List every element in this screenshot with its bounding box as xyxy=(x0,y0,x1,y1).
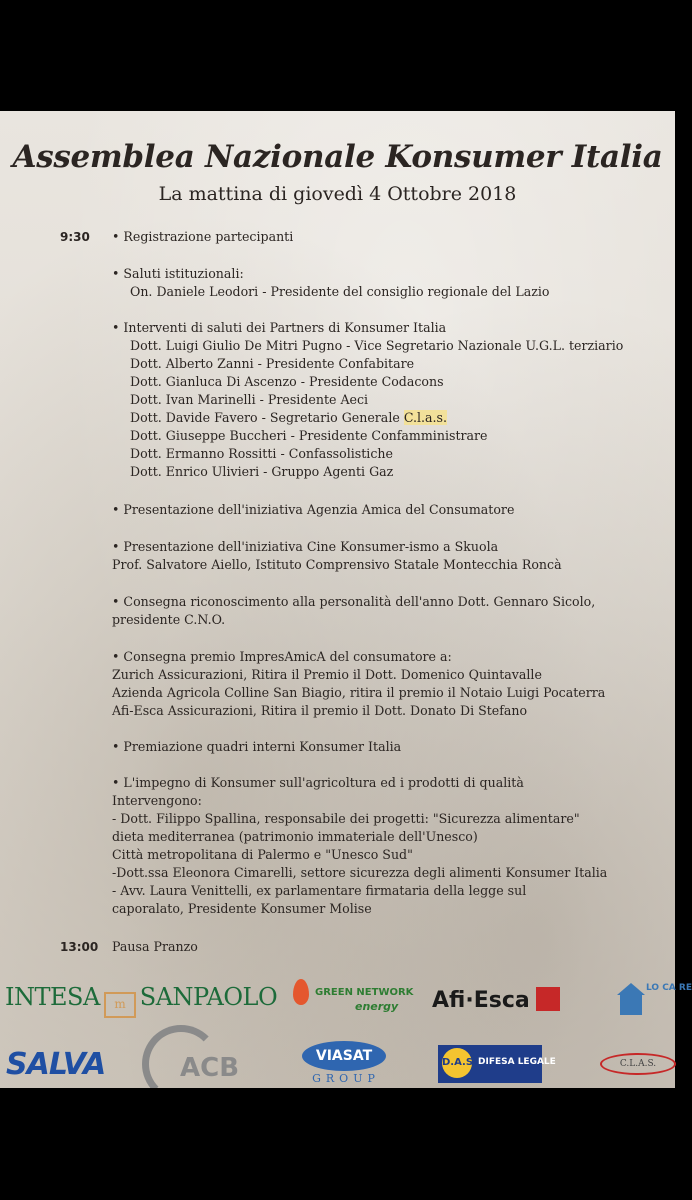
green-network-text: GREEN NETWORK xyxy=(315,987,414,998)
highlighted-text: C.l.a.s. xyxy=(403,410,448,425)
das-text: DIFESA LEGALE xyxy=(478,1057,556,1067)
afi-esca-text: Afi·Esca xyxy=(432,988,530,1013)
agenda-line: • Registrazione partecipanti xyxy=(112,229,294,244)
clas-logo xyxy=(600,1053,675,1077)
agenda-line: • Interventi di saluti dei Partners di Konsumer Italia xyxy=(112,320,447,335)
agenda-line xyxy=(130,410,447,426)
energy-text: energy xyxy=(355,1000,399,1013)
agenda-line: presidente C.N.O. xyxy=(112,612,226,627)
agenda-line: • Consegna premio ImpresAmicA del consumatore a: xyxy=(112,649,452,664)
house-icon xyxy=(620,993,642,1015)
agenda-line: Dott. Luigi Giulio De Mitri Pugno - Vice Segretario Nazionale U.G.L. terziario xyxy=(130,338,624,353)
viasat-text: VIASAT xyxy=(302,1041,386,1071)
agenda-line: Dott. Alberto Zanni - Presidente Confabitare xyxy=(130,356,415,371)
viasat-logo xyxy=(296,1039,392,1085)
agenda-line: Dott. Giuseppe Buccheri - Presidente Confamministrare xyxy=(130,428,488,443)
agenda-text: Dott. Davide Favero - Segretario Generale xyxy=(130,410,404,425)
agenda-line: Prof. Salvatore Aiello, Istituto Comprensivo Statale Montecchia Roncà xyxy=(112,557,562,572)
agenda-line: • Presentazione dell'iniziativa Cine Konsumer-ismo a Skuola xyxy=(112,539,499,554)
agenda-line: Azienda Agricola Colline San Biagio, ritira il premio il Notaio Luigi Pocaterra xyxy=(112,685,606,700)
agenda-line: Zurich Assicurazioni, Ritira il Premio il Dott. Domenico Quintavalle xyxy=(112,667,542,682)
viasat-group-text: GROUP xyxy=(312,1072,380,1085)
agenda-line: On. Daniele Leodori - Presidente del consiglio regionale del Lazio xyxy=(130,284,550,299)
agenda-line: Città metropolitana di Palermo e "Unesco Sud" xyxy=(112,847,413,862)
agenda-line: Dott. Enrico Ulivieri - Gruppo Agenti Gaz xyxy=(130,464,394,479)
agenda-line: • Premiazione quadri interni Konsumer Italia xyxy=(112,739,402,754)
agenda-line: Pausa Pranzo xyxy=(112,939,198,954)
locare-text: LO CA RE xyxy=(646,983,692,993)
das-circle-icon: D.A.S. xyxy=(442,1048,472,1078)
acb-text: ACB xyxy=(180,1053,240,1083)
agenda-line: dieta mediterranea (patrimonio immateriale dell'Unesco) xyxy=(112,829,478,844)
agenda-line: Intervengono: xyxy=(112,793,202,808)
agenda-line: • Saluti istituzionali: xyxy=(112,266,244,281)
clas-text: C.L.A.S. xyxy=(600,1053,676,1075)
time-start: 9:30 xyxy=(60,230,90,244)
agenda-line: caporalato, Presidente Konsumer Molise xyxy=(112,901,372,916)
agenda-line: Dott. Gianluca Di Ascenzo - Presidente Codacons xyxy=(130,374,444,389)
afi-esca-logo xyxy=(432,987,560,1013)
time-lunch: 13:00 xyxy=(60,940,99,954)
sanpaolo-text: SANPAOLO xyxy=(139,983,278,1011)
agenda-line: Dott. Ermanno Rossitti - Confassolistiche xyxy=(130,446,393,461)
poster-title: Assemblea Nazionale Konsumer Italia xyxy=(12,139,663,175)
agenda-line: • L'impegno di Konsumer sull'agricoltura ed i prodotti di qualità xyxy=(112,775,524,790)
intesa-text: INTESA xyxy=(5,983,100,1011)
agenda-line: • Presentazione dell'iniziativa Agenzia Amica del Consumatore xyxy=(112,502,515,517)
afi-esca-mark-icon xyxy=(536,987,560,1011)
das-logo xyxy=(438,1045,556,1083)
agenda-line: Afi-Esca Assicurazioni, Ritira il premio il Dott. Donato Di Stefano xyxy=(112,703,528,718)
locare-logo xyxy=(620,979,692,1031)
intesa-sanpaolo-logo xyxy=(5,983,277,1018)
top-black-bar xyxy=(0,0,675,111)
agenda-line: • Consegna riconoscimento alla personalità dell'anno Dott. Gennaro Sicolo, xyxy=(112,594,596,609)
agenda-line: - Dott. Filippo Spallina, responsabile dei progetti: "Sicurezza alimentare" xyxy=(112,811,580,826)
flame-icon xyxy=(293,979,309,1005)
acb-logo xyxy=(142,1025,242,1085)
agenda-line: - Avv. Laura Venittelli, ex parlamentare firmataria della legge sul xyxy=(112,883,527,898)
event-poster xyxy=(0,111,692,1088)
salva-logo: SALVA xyxy=(6,1047,106,1082)
agenda-line: Dott. Ivan Marinelli - Presidente Aeci xyxy=(130,392,369,407)
agenda-line: -Dott.ssa Eleonora Cimarelli, settore sicurezza degli alimenti Konsumer Italia xyxy=(112,865,608,880)
green-network-logo xyxy=(285,969,415,1024)
bottom-black-bar xyxy=(0,1088,675,1200)
intesa-mark-icon: m xyxy=(104,992,136,1018)
poster-subtitle: La mattina di giovedì 4 Ottobre 2018 xyxy=(158,183,517,205)
